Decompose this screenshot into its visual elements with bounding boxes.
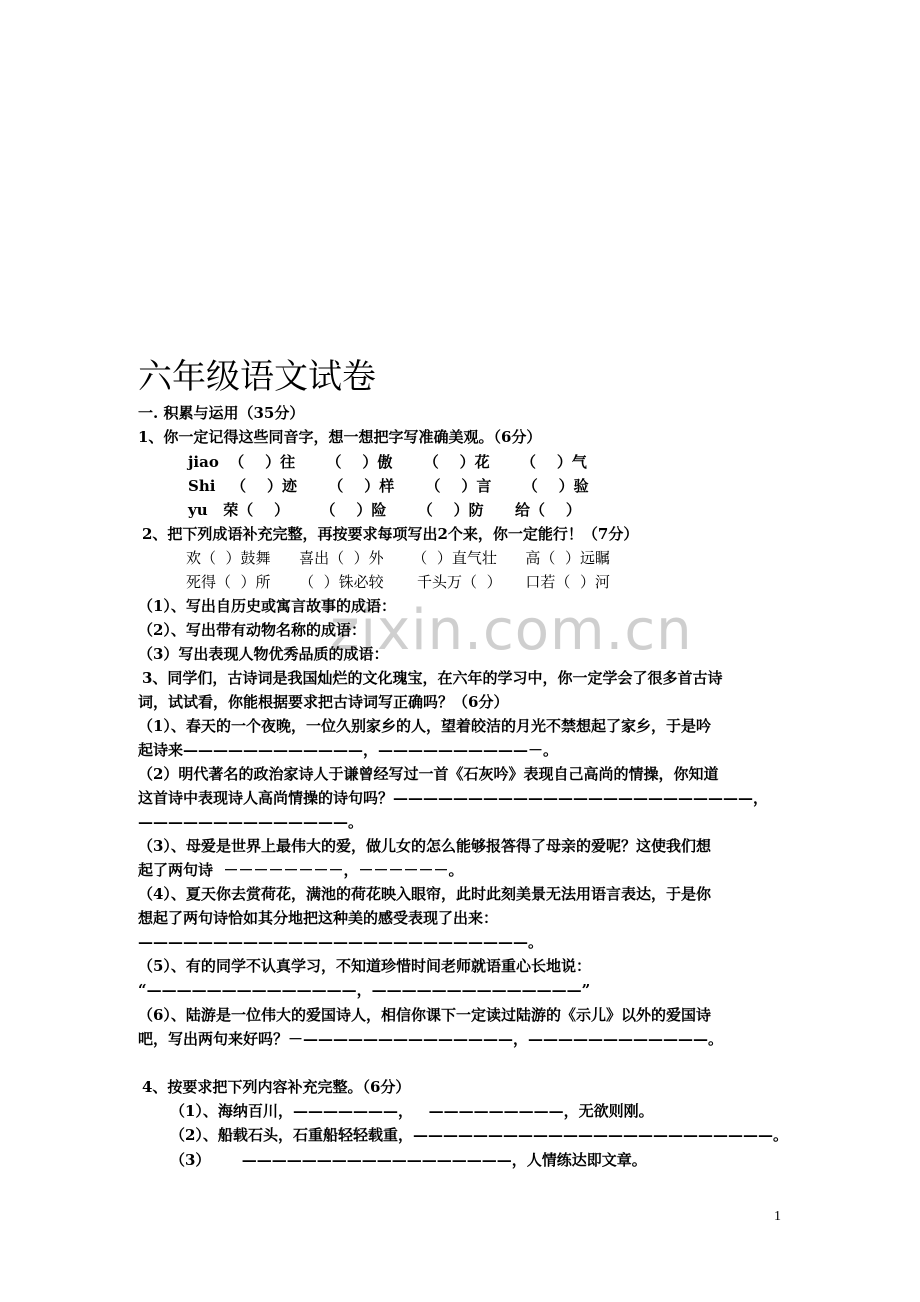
question-3-part-2-blanks: ——————————————。 — [138, 813, 364, 831]
question-4-part-3: （3） ——————————————————，人情练达即文章。 — [170, 1151, 647, 1169]
question-3-part-3: （3）、母爱是世界上最伟大的爱，做儿女的怎么能够报答得了母亲的爱呢？这使我们想 — [138, 837, 711, 855]
question-2-part-1: （1）、写出自历史或寓言故事的成语： — [138, 597, 396, 615]
question-3-part-3-blanks: 起了两句诗 －－－－－－－－，－－－－－－。 — [138, 861, 464, 879]
question-4-part-2: （2）、船载石头，石重船轻轻载重，————————————————————————。 — [170, 1126, 788, 1144]
homophone-row-jiao: jiao （ ）往 （ ）傲 （ ）花 （ ）气 — [188, 453, 587, 471]
watermark: zixin.com.cn — [330, 598, 693, 663]
question-2-part-3: （3）写出表现人物优秀品质的成语： — [138, 645, 389, 663]
page-title: 六年级语文试卷 — [138, 357, 376, 397]
question-3-part-4-cont: 想起了两句诗恰如其分地把这种美的感受表现了出来： — [138, 909, 499, 927]
question-3-part-5: （5）、有的同学不认真学习，不知道珍惜时间老师就语重心长地说： — [138, 957, 591, 975]
homophone-row-shi: Shi （ ）迹 （ ）样 （ ）言 （ ）验 — [188, 477, 589, 495]
question-2: 2、把下列成语补充完整，再按要求每项写出2个来，你一定能行！（7分） — [142, 525, 639, 543]
section-heading: 一. 积累与运用（35分） — [138, 404, 305, 422]
question-3-cont: 词，试试看，你能根据要求把古诗词写正确吗？（6分） — [138, 693, 509, 711]
question-3-part-1: （1）、春天的一个夜晚，一位久别家乡的人，望着皎洁的月光不禁想起了家乡，于是吟 — [138, 717, 711, 735]
question-3-part-6-blanks: 吧，写出两句来好吗？－——————————————，————————————。 — [138, 1030, 724, 1048]
question-3-part-1-blanks: 起诗来————————————，——————————－。 — [138, 741, 559, 759]
question-4-part-1: （1）、海纳百川，———————， —————————，无欲则刚。 — [170, 1102, 654, 1120]
question-3-part-2-cont: 这首诗中表现诗人高尚情操的诗句吗？————————————————————————， — [138, 789, 769, 807]
question-3-part-6: （6）、陆游是一位伟大的爱国诗人，相信你课下一定读过陆游的《示儿》以外的爱国诗 — [138, 1006, 711, 1024]
question-3-part-4-blanks: ——————————————————————————。 — [138, 933, 544, 951]
idiom-row-1: 欢（ ）鼓舞 喜出（ ）外 （ ）直气壮 高（ ）远瞩 — [186, 549, 610, 567]
homophone-row-yu: yu 荣（ ） （ ）险 （ ）防 给（ ） — [188, 501, 581, 519]
question-4: 4、按要求把下列内容补充完整。（6分） — [142, 1078, 411, 1096]
question-1: 1、你一定记得这些同音字，想一想把字写准确美观。（6分） — [138, 428, 542, 446]
question-3-part-2: （2）明代著名的政治家诗人于谦曾经写过一首《石灰吟》表现自己高尚的情操，你知道 — [138, 765, 719, 783]
question-2-part-2: （2）、写出带有动物名称的成语： — [138, 621, 366, 639]
question-3-part-4: （4）、夏天你去赏荷花，满池的荷花映入眼帘，此时此刻美景无法用语言表达，于是你 — [138, 885, 711, 903]
page-number: 1 — [774, 1209, 781, 1224]
question-3: 3、同学们，古诗词是我国灿烂的文化瑰宝，在六年的学习中，你一定学会了很多首古诗 — [142, 669, 723, 687]
idiom-row-2: 死得（ ）所 （ ）铢必较 千头万（ ） 口若（ ）河 — [186, 573, 610, 591]
question-3-part-5-blanks: “——————————————，——————————————” — [138, 981, 591, 999]
